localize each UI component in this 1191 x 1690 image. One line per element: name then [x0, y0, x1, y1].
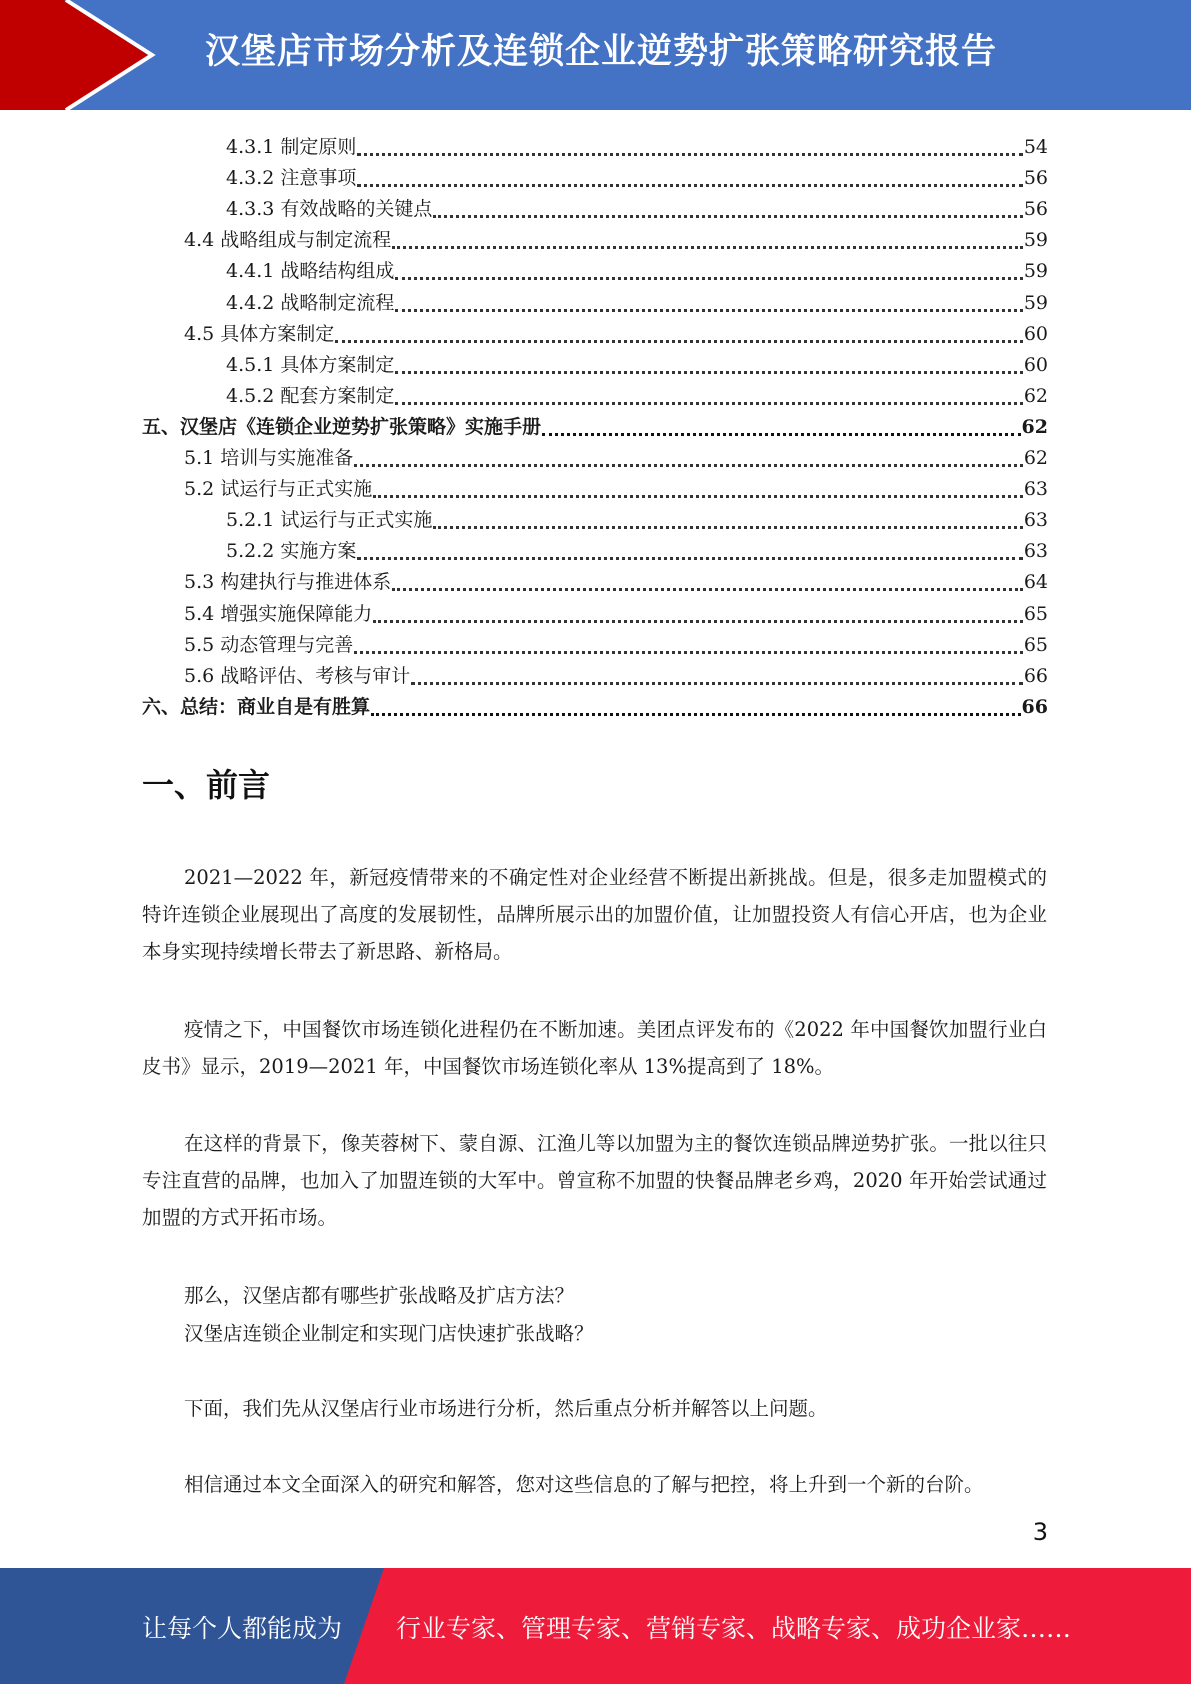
- toc-entry-page: 59: [1023, 260, 1048, 283]
- toc-entry-label: 4.5.2 配套方案制定: [226, 384, 395, 407]
- toc-dot-leader: [354, 442, 1023, 467]
- toc-dot-leader: [395, 255, 1022, 280]
- toc-entry-label: 4.3.2 注意事项: [226, 167, 357, 190]
- toc-entry-page: 63: [1023, 478, 1048, 501]
- toc-entry-label: 5.2.2 实施方案: [226, 540, 357, 563]
- header-arrow-decoration: [0, 0, 160, 110]
- question-1: 那么，汉堡店都有哪些扩张战略及扩店方法？: [184, 1284, 575, 1307]
- toc-entry-page: 64: [1023, 571, 1048, 594]
- toc-dot-leader: [373, 598, 1023, 623]
- toc-dot-leader: [335, 318, 1023, 343]
- toc-entry-label: 4.5.1 具体方案制定: [226, 353, 395, 376]
- toc-entry[interactable]: [142, 408, 1048, 439]
- toc-entry-page: 60: [1023, 353, 1048, 376]
- toc-entry-page: 56: [1023, 198, 1048, 221]
- toc-entry-page: 63: [1023, 509, 1048, 532]
- toc-entry-page: 62: [1023, 384, 1048, 407]
- toc-entry[interactable]: [184, 221, 1048, 252]
- toc-entry-label: 5.1 培训与实施准备: [184, 447, 354, 469]
- toc-entry-label: 4.5 具体方案制定: [184, 322, 335, 345]
- toc-dot-leader: [392, 566, 1023, 591]
- paragraph-final: 相信通过本文全面深入的研究和解答，您对这些信息的了解与把控，将上升到一个新的台阶。: [184, 1473, 984, 1496]
- page-number: 3: [1032, 1518, 1048, 1546]
- toc-entry-label: 4.3.1 制定原则: [226, 136, 357, 158]
- toc-dot-leader: [395, 287, 1022, 312]
- toc-entry-label: 5.4 增强实施保障能力: [184, 602, 373, 625]
- toc-entry[interactable]: [184, 315, 1048, 346]
- section-heading: 一、前言: [142, 766, 271, 804]
- toc-entry-page: 62: [1023, 447, 1048, 469]
- toc-entry-label: 六、总结：商业自是有胜算: [142, 695, 371, 718]
- toc-entry-page: 65: [1023, 633, 1048, 656]
- toc-entry-label: 5.2 试运行与正式实施: [184, 478, 373, 501]
- toc-dot-leader: [354, 629, 1023, 654]
- toc-entry-page: 63: [1023, 540, 1048, 563]
- toc-entry-label: 4.4 战略组成与制定流程: [184, 229, 392, 252]
- toc-entry[interactable]: [226, 377, 1048, 408]
- toc-dot-leader: [395, 380, 1022, 405]
- toc-entry[interactable]: [226, 532, 1048, 563]
- toc-entry[interactable]: [226, 128, 1048, 159]
- toc-entry[interactable]: [184, 470, 1048, 501]
- toc-entry[interactable]: [184, 595, 1048, 626]
- paragraph-next: 下面，我们先从汉堡店行业市场进行分析，然后重点分析并解答以上问题。: [184, 1397, 828, 1420]
- toc-dot-leader: [392, 224, 1023, 249]
- toc-entry-page: 56: [1023, 167, 1048, 190]
- toc-entry[interactable]: [226, 346, 1048, 377]
- toc-entry-label: 4.4.2 战略制定流程: [226, 291, 395, 314]
- toc-entry-page: 54: [1023, 136, 1048, 158]
- paragraph-2: 疫情之下，中国餐饮市场连锁化进程仍在不断加速。美团点评发布的《2022 年中国餐饮加盟行业白皮书》显示，2019—2021 年，中国餐饮市场连锁化率从 13%提高到了 18%。: [142, 1018, 1047, 1078]
- footer-slogan-right: 行业专家、管理专家、营销专家、战略专家、成功企业家……: [396, 1614, 1072, 1643]
- toc-entry-page: 62: [1021, 415, 1048, 438]
- toc-entry-label: 5.2.1 试运行与正式实施: [226, 509, 433, 532]
- toc-entry-label: 五、汉堡店《连锁企业逆势扩张策略》实施手册: [142, 415, 542, 438]
- toc-entry-page: 60: [1023, 322, 1048, 345]
- toc-dot-leader: [357, 535, 1022, 560]
- toc-entry-page: 59: [1023, 229, 1048, 252]
- page-header: [0, 0, 1191, 110]
- toc-dot-leader: [433, 504, 1022, 529]
- toc-entry[interactable]: [226, 159, 1048, 190]
- report-title: 汉堡店市场分析及连锁企业逆势扩张策略研究报告: [205, 32, 998, 72]
- toc-entry-page: 66: [1021, 695, 1048, 718]
- footer-slogan-left: 让每个人都能成为: [142, 1614, 343, 1643]
- toc-dot-leader: [371, 691, 1021, 716]
- toc-entry-label: 4.4.1 战略结构组成: [226, 260, 395, 283]
- toc-entry-page: 65: [1023, 602, 1048, 625]
- toc-dot-leader: [542, 411, 1021, 436]
- toc-entry[interactable]: [226, 284, 1048, 315]
- toc-dot-leader: [411, 660, 1023, 685]
- toc-dot-leader: [395, 349, 1022, 374]
- page-footer: [0, 1568, 1191, 1684]
- toc-dot-leader: [373, 473, 1023, 498]
- toc-entry-label: 4.3.3 有效战略的关键点: [226, 198, 433, 221]
- toc-entry[interactable]: [184, 626, 1048, 657]
- toc-entry-label: 5.5 动态管理与完善: [184, 633, 354, 656]
- toc-dot-leader: [433, 193, 1022, 218]
- question-2: 汉堡店连锁企业制定和实现门店快速扩张战略？: [184, 1322, 594, 1345]
- toc-entry[interactable]: [184, 439, 1048, 470]
- paragraph-1: 2021—2022 年，新冠疫情带来的不确定性对企业经营不断提出新挑战。但是，很多走加盟模式的特许连锁企业展现出了高度的发展韧性，品牌所展示出的加盟价值，让加盟投资人有信心开店，也为企业本身实现持续增长带去了新思路、新格局。: [142, 866, 1047, 963]
- toc-entry[interactable]: [142, 688, 1048, 719]
- toc-entry[interactable]: [184, 563, 1048, 594]
- toc-entry-page: 59: [1023, 291, 1048, 314]
- toc-dot-leader: [357, 131, 1022, 156]
- toc-entry[interactable]: [226, 252, 1048, 283]
- toc-entry[interactable]: [226, 501, 1048, 532]
- toc-entry-page: 66: [1023, 664, 1048, 687]
- toc-entry-label: 5.3 构建执行与推进体系: [184, 571, 392, 594]
- toc-entry[interactable]: [226, 190, 1048, 221]
- toc-entry[interactable]: [184, 657, 1048, 688]
- toc-entry-label: 5.6 战略评估、考核与审计: [184, 664, 411, 687]
- toc-dot-leader: [357, 162, 1022, 187]
- paragraph-3: 在这样的背景下，像芙蓉树下、蒙自源、江渔儿等以加盟为主的餐饮连锁品牌逆势扩张。一批以往只专注直营的品牌，也加入了加盟连锁的大军中。曾宣称不加盟的快餐品牌老乡鸡，2020 年开始尝试通过加盟的方式开拓市场。: [142, 1132, 1047, 1229]
